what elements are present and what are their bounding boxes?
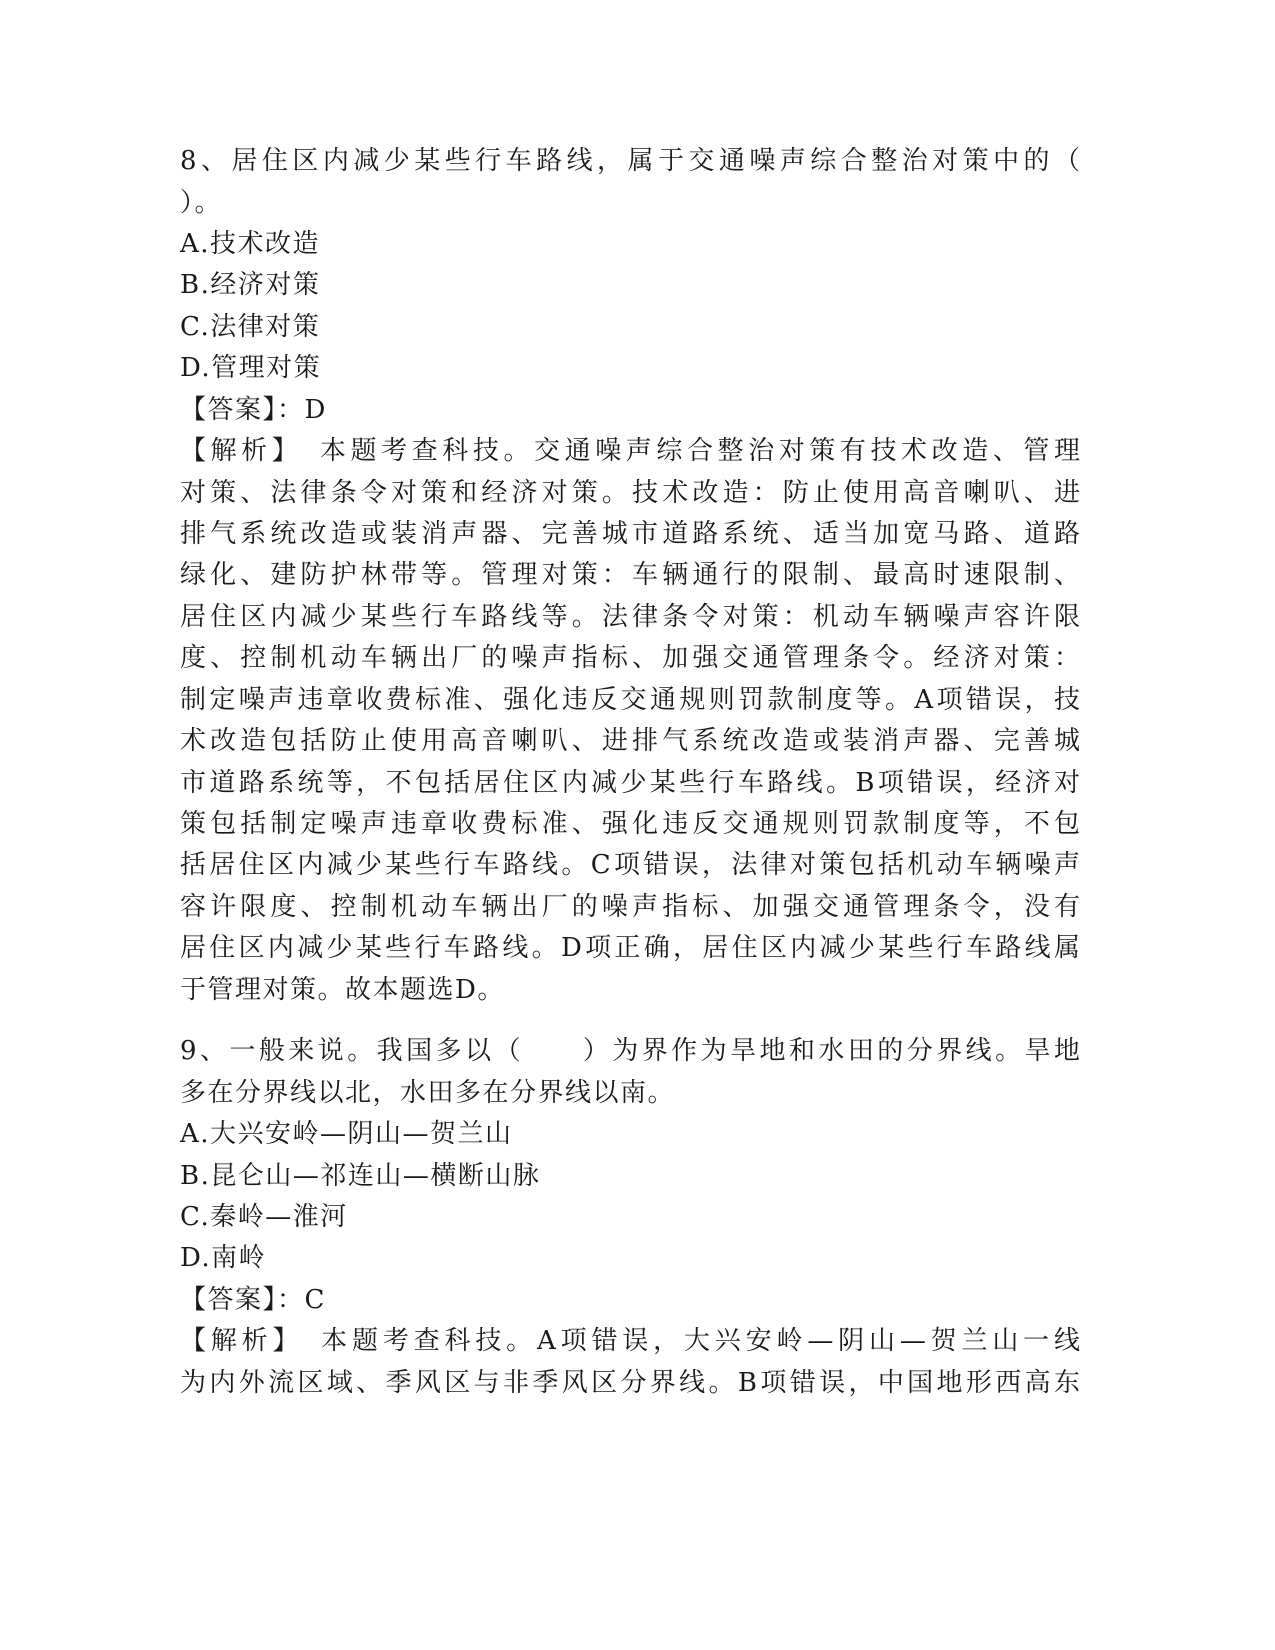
analysis-line: 绿化、建防护林带等。管理对策：车辆通行的限制、最高时速限制、 (180, 560, 1080, 590)
question-9-stem-line-1: 9、一般来说。我国多以（ ）为界作为旱地和水田的分界线。旱地 (180, 1036, 1080, 1066)
question-9-stem-line-2: 多在分界线以北，水田多在分界线以南。 (180, 1078, 676, 1108)
question-8-option-c: C.法律对策 (180, 312, 321, 342)
question-8-stem-line-2: ）。 (180, 188, 223, 218)
question-9-answer: 【答案】：C (180, 1285, 326, 1315)
question-8-option-b: B.经济对策 (180, 270, 321, 300)
question-9-option-c: C.秦岭—淮河 (180, 1202, 348, 1232)
question-9-option-a: A.大兴安岭—阴山—贺兰山 (180, 1119, 513, 1149)
analysis-line: 为内外流区域、季风区与非季风区分界线。B项错误，中国地形西高东 (180, 1368, 1080, 1398)
analysis-line: 度、控制机动车辆出厂的噪声指标、加强交通管理条令。经济对策： (180, 643, 1080, 673)
analysis-line: 居住区内减少某些行车路线。D项正确，居住区内减少某些行车路线属 (180, 933, 1080, 963)
question-9-option-b: B.昆仑山—祁连山—横断山脉 (180, 1161, 541, 1191)
question-8-answer: 【答案】：D (180, 395, 327, 425)
question-8-option-d: D.管理对策 (180, 353, 322, 383)
analysis-line: 【解析】 本题考查科技。A项错误，大兴安岭—阴山—贺兰山一线 (180, 1326, 1080, 1356)
question-9-option-d: D.南岭 (180, 1243, 267, 1273)
analysis-line: 制定噪声违章收费标准、强化违反交通规则罚款制度等。A项错误，技 (180, 685, 1080, 715)
analysis-line: 【解析】 本题考查科技。交通噪声综合整治对策有技术改造、管理 (180, 436, 1080, 466)
analysis-line: 容许限度、控制机动车辆出厂的噪声指标、加强交通管理条令，没有 (180, 892, 1080, 922)
analysis-line: 策包括制定噪声违章收费标准、强化违反交通规则罚款制度等，不包 (180, 809, 1080, 839)
analysis-line: 排气系统改造或装消声器、完善城市道路系统、适当加宽马路、道路 (180, 519, 1080, 549)
analysis-line: 于管理对策。故本题选D。 (180, 975, 505, 1005)
analysis-line: 市道路系统等，不包括居住区内减少某些行车路线。B项错误，经济对 (180, 768, 1080, 798)
question-8-stem-line-1: 8、居住区内减少某些行车路线，属于交通噪声综合整治对策中的（ (180, 146, 1080, 176)
analysis-line: 对策、法律条令对策和经济对策。技术改造：防止使用高音喇叭、进 (180, 478, 1080, 508)
analysis-line: 术改造包括防止使用高音喇叭、进排气系统改造或装消声器、完善城 (180, 726, 1080, 756)
question-8-option-a: A.技术改造 (180, 229, 321, 259)
analysis-line: 居住区内减少某些行车路线等。法律条令对策：机动车辆噪声容许限 (180, 602, 1080, 632)
analysis-line: 括居住区内减少某些行车路线。C项错误，法律对策包括机动车辆噪声 (180, 850, 1080, 880)
